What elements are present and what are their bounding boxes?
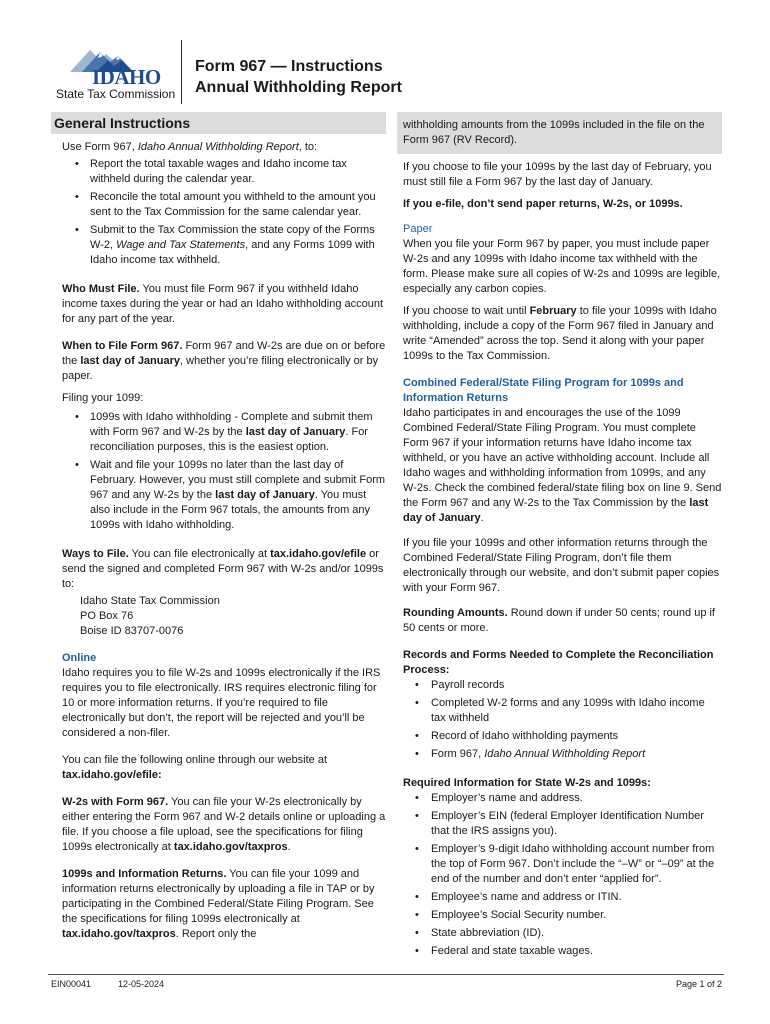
list-item: • Form 967, Idaho Annual Withholding Report [403,747,722,762]
left-column [51,112,386,949]
svg-text:IDAHO [92,65,161,89]
online-text: Idaho requires you to file W-2s and 1099s electronically if the IRS requires you to file electronically. IRS requires electronic filing for 10 or more information returns. If you’re required to file electronically but don’t, the report will be rejected and you’ll be considered a non-filer. [62,667,381,739]
list-item: • Employer’s name and address. [403,791,722,806]
combined-text-2: If you file your 1099s and other information returns through the Combined Federal/State Filing Program, don’t file them electronically through our website, and don’t submit paper copies with your Form 967. [403,537,720,594]
general-instructions-bar [51,112,386,134]
continued-bar [397,112,722,154]
list-item: • Federal and state taxable wages. [403,944,722,959]
taxpros-link-2[interactable]: tax.idaho.gov/taxpros [62,928,176,940]
when-to-file: When to File Form 967. Form 967 and W-2s are due on or before the last day of January, whether you’re filing electronically or by paper. [62,340,386,382]
list-item: • Wait and file your 1099s no later than the last day of February. However, you must still complete and submit Form 967 and any W-2s by the last day of January. You must also include in the Form 967 totals, the amounts from any 1099s with Idaho withholding. [62,458,386,533]
revision-date: 12-05-2024 [118,979,165,989]
page-title [195,56,402,98]
required-list [403,791,722,959]
filing-1099-label: Filing your 1099: [62,392,144,404]
paper-wait: If you choose to wait until February to file your 1099s with Idaho withholding, include a copy of the Form 967 filed in January and write “Amended” across the top. Send it along with your paper 1099s to the Tax Commission. [403,305,717,362]
w2s-with-form: W-2s with Form 967. You can file your W-2s electronically by either entering the Form 967 and W-2 details online or uploading a file. If you choose a file upload, see the specifications for filing 1099s electronically at tax.idaho.gov/taxpros. [62,796,386,853]
rounding-amounts: Rounding Amounts. Round down if under 50 cents; round up if 50 cents or more. [403,607,715,634]
address-line: PO Box 76 [80,610,134,622]
efile-link-2[interactable]: tax.idaho.gov/efile: [62,769,162,781]
list-item: • 1099s with Idaho withholding - Complete and submit them with Form 967 and W-2s by the last day of January. For reconciliation purposes, this is the easiest option. [62,410,386,455]
logo-wordmark: IDAHO [92,65,161,89]
intro-list [62,157,386,268]
list-item: • State abbreviation (ID). [403,926,722,941]
1099s-info-returns: 1099s and Information Returns. You can file your 1099 and information returns electronically by uploading a file in TAP or by participating in the Combined Federal/State Filing Program. See the specifications for filing 1099s electronically at tax.idaho.gov/taxpros. Report only the [62,868,375,940]
online-heading: Online [62,652,97,664]
required-heading: Required Information for State W-2s and 1099s: [403,777,651,789]
mailing-address [62,594,386,639]
footer-rule [48,974,724,975]
list-item: • Employee’s Social Security number. [403,908,722,923]
online-following: You can file the following online through our website at tax.idaho.gov/efile: [62,754,327,781]
header-divider [181,40,182,104]
list-item: • Completed W-2 forms and any 1099s with Idaho income tax withheld [403,696,722,726]
address-line: Idaho State Tax Commission [80,595,220,607]
taxpros-link[interactable]: tax.idaho.gov/taxpros [173,841,288,853]
form-code: EIN00041 [51,979,92,989]
list-item: • Record of Idaho withholding payments [403,729,722,744]
title-line-2: Annual Withholding Report [195,79,402,96]
list-item: • Reconcile the total amount you withheld to the amount you sent to the Tax Commission for the same calendar year. [62,190,386,220]
continued-text: withholding amounts from the 1099s included in the file on the Form 967 (RV Record). [403,119,705,146]
combined-text: Idaho participates in and encourages the use of the 1099 Combined Federal/State Filing Program. You must complete Form 967 if your information returns have Idaho income tax withheld, or you have an active withholding account. Include all Idaho wages and withholding information from 1099s, and any W-2s. Check the combined federal/state filing box on line 9. Send the Form 967 and any W-2s to the Tax Commission by the last day of January. [403,407,722,524]
feb-text: If you choose to file your 1099s by the last day of February, you must still file a Form 967 by the last day of January. [403,161,712,188]
logo-subtitle: State Tax Commission [56,87,176,101]
list-item: • Report the total taxable wages and Idaho income tax withheld during the calendar year. [62,157,386,187]
list-item: • Submit to the Tax Commission the state copy of the Forms W-2, Wage and Tax Statements, and any Forms 1099 with Idaho income tax withheld. [62,223,386,268]
right-column [397,112,722,962]
section-title: General Instructions [54,115,191,131]
idaho-logo [48,42,188,104]
list-item: • Employee’s name and address or ITIN. [403,890,722,905]
ways-to-file: Ways to File. You can file electronically at tax.idaho.gov/efile or send the signed and completed Form 967 with W-2s and/or 1099s to: [62,548,384,590]
records-heading: Records and Forms Needed to Complete the Reconciliation Process: [403,649,714,676]
paper-text: When you file your Form 967 by paper, you must include paper W-2s and any 1099s with Idaho income tax withheld with the form. Please make sure all copies of W-2s and 1099s are legible, especially any carbon copies. [403,238,721,295]
page-header [0,38,770,108]
records-list [403,678,722,762]
combined-heading: Combined Federal/State Filing Program for 1099s and Information Returns [403,377,684,404]
page-number: Page 1 of 2 [675,979,722,989]
right-content [397,154,722,959]
who-must-file: Who Must File. You must file Form 967 if you withheld Idaho income taxes during the year or had an Idaho withholding account for any part of the year. [62,283,384,325]
paper-heading: Paper [403,223,433,235]
address-line: Boise ID 83707-0076 [80,625,184,637]
efile-link[interactable]: tax.idaho.gov/efile [270,548,367,560]
efile-warning: If you e-file, don’t send paper returns, W-2s, or 1099s. [403,198,683,210]
list-item: • Employer’s EIN (federal Employer Identification Number that the IRS assigns you). [403,809,722,839]
intro-text: Use Form 967, Idaho Annual Withholding Report, to: [62,141,318,153]
list-item: • Payroll records [403,678,722,693]
intro-block [51,140,386,942]
filing-1099-list [62,410,386,533]
list-item: • Employer’s 9-digit Idaho withholding account number from the top of Form 967. Don’t include the “–W” or “–09” at the end of the number and don’t enter “applied for”. [403,842,722,887]
title-line-1: Form 967 — Instructions [195,58,383,75]
